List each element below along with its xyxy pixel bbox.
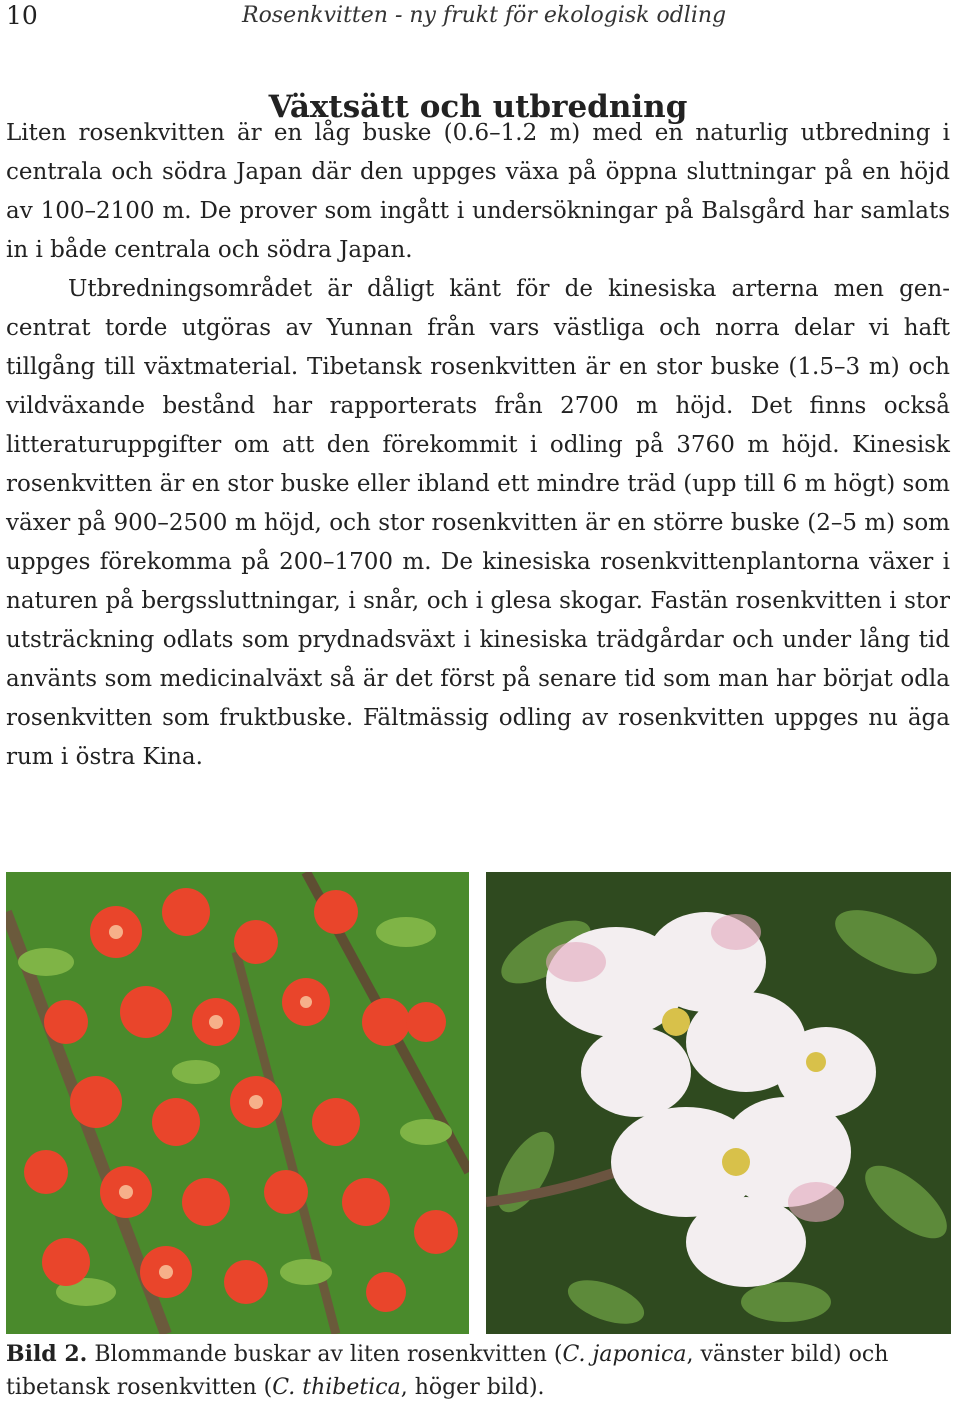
paragraph-1: Liten rosenkvitten är en låg buske (0.6–1.2 m) med en naturlig utbredning i centrala och södra Japan där den uppges växa på öppna sluttningar på en höjd av 100–2100 m. De prover som ingått i undersökningar på Balsgård har samlats in i både centrala och södra Japan. bbox=[6, 120, 950, 263]
running-title: Rosenkvitten - ny frukt för ekologisk odling bbox=[242, 3, 727, 28]
caption-label: Bild 2. bbox=[6, 1341, 88, 1367]
caption-text-2: , vänster bild) och tibetansk rosenkvitten ( bbox=[6, 1342, 889, 1400]
caption-text-3: , höger bild). bbox=[400, 1375, 545, 1400]
caption-species-japonica: C. japonica bbox=[562, 1342, 687, 1367]
photo-thibetica-blossoms bbox=[486, 872, 951, 1334]
paragraph-2: Utbredningsområdet är dåligt känt för de kinesiska arterna men gencentrat torde utgöras av Yunnan från vars västliga och norra delar vi haft tillgång till växtmaterial. Tibetansk rosenkvitten är en stor buske (1.5–3 m) och vildväxande bestånd har rapporterats från 2700 m höjd. Det finns också litteraturuppgifter om att den förekommit i odling på 3760 m höjd. Kinesisk rosenkvitten är en stor buske eller ibland ett mindre träd (upp till 6 m högt) som växer på 900–2500 m höjd, och stor rosenkvitten är en större buske (2–5 m) som uppges förekomma på 200–1700 m. De kinesiska rosenkvittenplantorna växer i naturen på bergssluttningar, i snår, och i glesa skogar. Fastän rosenkvitten i stor utsträckning odlats som prydnadsväxt i kinesiska trädgårdar och under lång tid använts som medicinalväxt så är det först på senare tid som man har börjat odla rosenkvitten som fruktbuske. Fältmässig odling av rosenkvitten uppges nu äga rum i östra Kina. bbox=[6, 276, 950, 770]
page-number: 10 bbox=[6, 1, 38, 30]
page-header bbox=[0, 0, 960, 36]
figure-caption bbox=[6, 1338, 950, 1404]
caption-text-1: Blommande buskar av liten rosenkvitten ( bbox=[87, 1342, 563, 1367]
caption-species-thibetica: C. thibetica bbox=[272, 1375, 401, 1400]
section-heading: Växtsätt och utbredning bbox=[268, 88, 688, 125]
photo-japonica-flowering-shrub bbox=[6, 872, 469, 1334]
